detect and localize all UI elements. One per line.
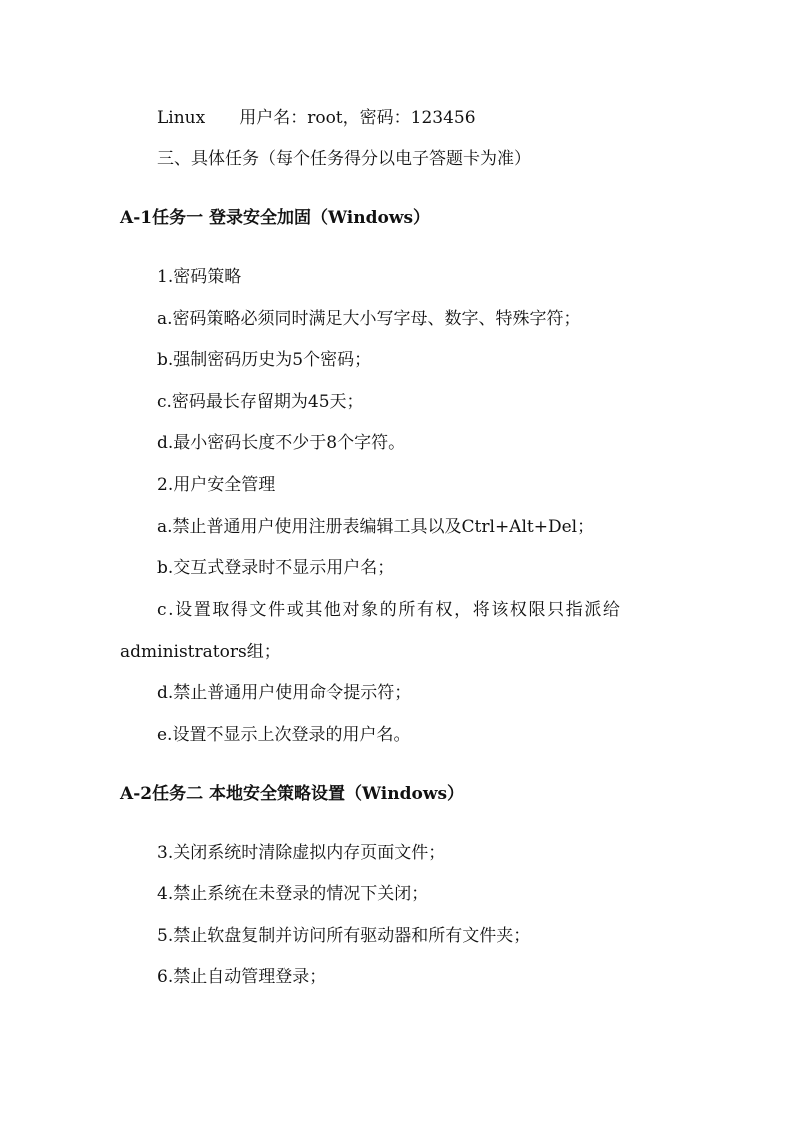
item-password-policy-c: c.密码最长存留期为45天； — [157, 392, 364, 412]
item-password-policy-d: d.最小密码长度不少于8个字符。 — [157, 433, 406, 453]
item-3: 3.关闭系统时清除虚拟内存页面文件； — [157, 843, 446, 863]
item-user-security-c-cont: administrators组； — [120, 642, 281, 662]
item-password-policy: 1.密码策略 — [157, 267, 242, 287]
item-user-security: 2.用户安全管理 — [157, 475, 276, 495]
item-password-policy-b: b.强制密码历史为5个密码； — [157, 350, 372, 370]
item-user-security-b: b.交互式登录时不显示用户名； — [157, 558, 395, 578]
item-password-policy-a: a.密码策略必须同时满足大小写字母、数字、特殊字符； — [157, 309, 581, 329]
item-6: 6.禁止自动管理登录； — [157, 967, 327, 987]
item-user-security-e: e.设置不显示上次登录的用户名。 — [157, 725, 411, 745]
item-user-security-c: c.设置取得文件或其他对象的所有权，将该权限只指派给 — [157, 600, 622, 620]
item-user-security-a: a.禁止普通用户使用注册表编辑工具以及Ctrl+Alt+Del； — [157, 517, 595, 537]
item-user-security-d: d.禁止普通用户使用命令提示符； — [157, 683, 412, 703]
linux-credentials-line: Linux 用户名：root，密码：123456 — [157, 108, 476, 128]
section-three-title: 三、具体任务（每个任务得分以电子答题卡为准） — [157, 149, 531, 169]
task-a2-heading: A-2任务二 本地安全策略设置（Windows） — [120, 784, 465, 804]
item-5: 5.禁止软盘复制并访问所有驱动器和所有文件夹； — [157, 926, 531, 946]
item-4: 4.禁止系统在未登录的情况下关闭； — [157, 884, 429, 904]
task-a1-heading: A-1任务一 登录安全加固（Windows） — [120, 208, 431, 228]
